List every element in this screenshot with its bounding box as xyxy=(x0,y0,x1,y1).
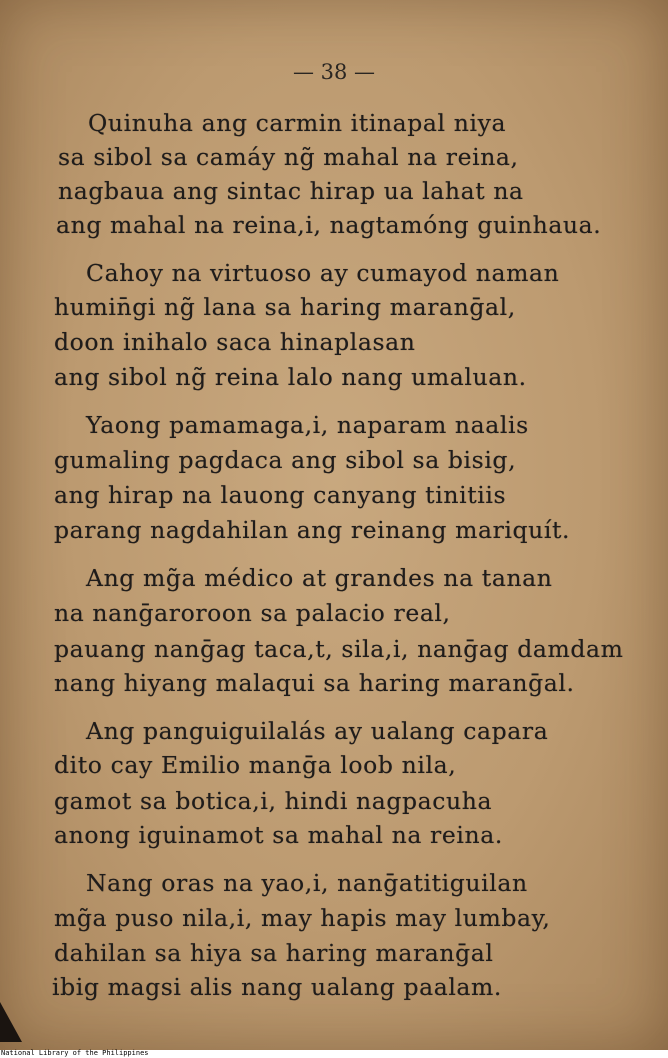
poem-line: Quinuha ang carmin itinapal niya xyxy=(88,109,507,137)
page-corner-shadow xyxy=(0,1002,22,1042)
poem-line: mg̃a puso nila,i, may hapis may lumbay, xyxy=(54,904,551,932)
poem-line: anong iguinamot sa mahal na reina. xyxy=(54,821,503,849)
poem-line: gamot sa botica,i, hindi nagpacuha xyxy=(54,787,493,815)
poem-line: ang mahal na reina,i, nagtamóng guinhaua. xyxy=(56,211,602,239)
footer-strip xyxy=(0,1050,668,1058)
poem-line: gumaling pagdaca ang sibol sa bisig, xyxy=(54,446,517,474)
poem-line: na nanḡaroroon sa palacio real, xyxy=(54,599,451,627)
poem-line: Cahoy na virtuoso ay cumayod naman xyxy=(86,259,560,287)
poem-line: Nang oras na yao,i, nanḡatitiguilan xyxy=(86,869,528,897)
poem-line: Yaong pamamaga,i, naparam naalis xyxy=(86,411,529,439)
poem-line: ang hirap na lauong canyang tinitiis xyxy=(54,481,507,509)
poem-line: dito cay Emilio manḡa loob nila, xyxy=(54,751,457,779)
poem-line: dahilan sa hiya sa haring maranḡal xyxy=(54,939,494,967)
poem-line: Ang panguiguilalás ay ualang capara xyxy=(86,717,549,745)
poem-line: nagbaua ang sintac hirap ua lahat na xyxy=(58,177,524,205)
poem-line: doon inihalo saca hinaplasan xyxy=(54,328,416,356)
poem-line: Ang mg̃a médico at grandes na tanan xyxy=(86,564,553,592)
poem-line: sa sibol sa camáy ng̃ mahal na reina, xyxy=(58,143,519,171)
poem-line: humin̄gi ng̃ lana sa haring maranḡal, xyxy=(54,293,516,321)
library-credit: National Library of the Philippines xyxy=(1,1049,149,1057)
poem-line: parang nagdahilan ang reinang mariquít. xyxy=(54,516,571,544)
poem-line: ibig magsi alis nang ualang paalam. xyxy=(52,973,503,1001)
poem-line: nang hiyang malaqui sa haring maranḡal. xyxy=(54,669,575,697)
poem-line: pauang nanḡag taca,t, sila,i, nanḡag damdam xyxy=(54,635,624,663)
page-number: — 38 — xyxy=(292,60,376,84)
poem-line: ang sibol ng̃ reina lalo nang umaluan. xyxy=(54,363,527,391)
